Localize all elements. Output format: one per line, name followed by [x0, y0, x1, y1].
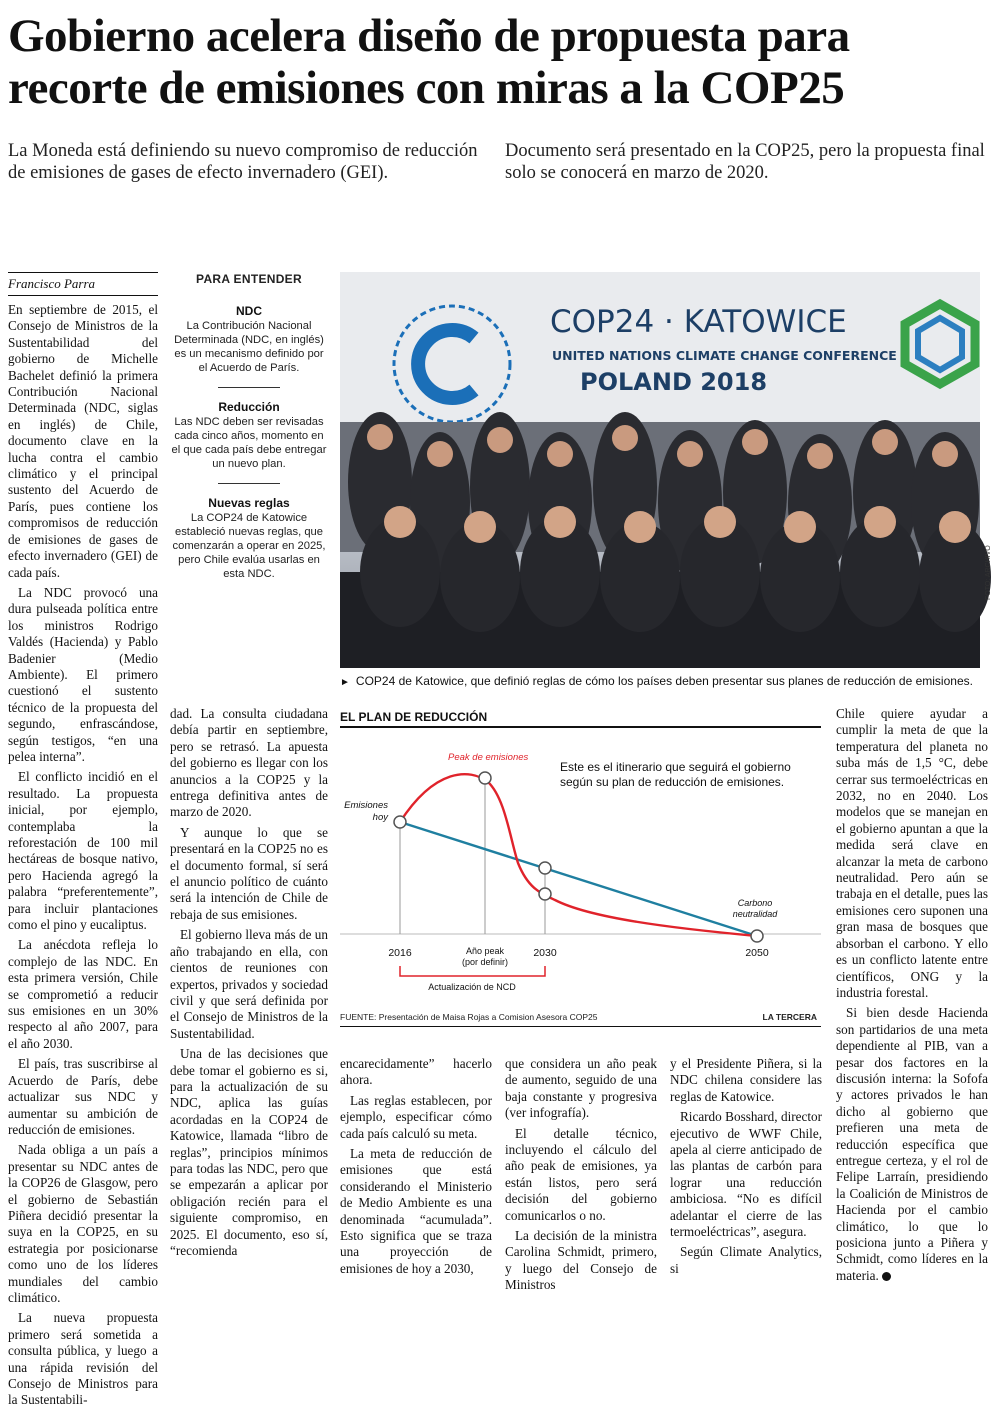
sidebar-text-nuevas-reglas: La COP24 de Katowice estableció nuevas reglas, que comenzarán a operar en 2025, pero Chile evalúa usarlas en esta NDC.: [172, 512, 326, 580]
paragraph: El detalle técnico, incluyendo el cálculo del año peak de emisiones, ya están listos, pero será decisión del gobierno comunicarlos o no.: [505, 1125, 657, 1223]
paragraph: y el Presidente Piñera, si la NDC chilena considere las reglas de Katowice.: [670, 1056, 822, 1104]
paragraph: La anécdota refleja lo complejo de las NDC. En esta primera versión, Chile se comprometió a reducir sus emisiones en un 30% respecto al año 2007, para el año 2030.: [8, 937, 158, 1051]
infographic-publisher: LA TERCERA: [762, 1012, 817, 1022]
paragraph: dad. La consulta ciudadana debía partir en septiembre, pero se retrasó. La apuesta del gobierno es llegar con los anuncios a la COP25 y la entrega definitiva antes de marzo de 2020.: [170, 706, 328, 820]
byline: Francisco Parra: [8, 272, 158, 296]
body-column-5: [670, 1056, 822, 1281]
point-emissions-today: [394, 816, 406, 828]
x-label-2016: 2016: [388, 947, 412, 959]
infographic-title: EL PLAN DE REDUCCIÓN: [340, 710, 488, 724]
point-neutrality: [751, 930, 763, 942]
neutrality-label-1: Carbono: [737, 898, 773, 908]
para-entender-sidebar: [170, 272, 328, 581]
x-label-peak-2: (por definir): [461, 957, 509, 967]
x-label-2030: 2030: [533, 947, 557, 959]
sidebar-title: PARA ENTENDER: [196, 272, 302, 286]
paragraph: El país, tras suscribirse al Acuerdo de París, debe actualizar sus NDC y aumentar su ambición de reducción de emisiones.: [8, 1056, 158, 1137]
sidebar-divider: [218, 483, 280, 484]
paragraph-text: Si bien desde Hacienda son partidarios de una meta dependiente al PIB, van a pesar dos factores en la discusión interna: la Sofofa y actores privados le han dicho al gobierno que prefieren una meta de reducción específica que entregue certeza, y el rol de Felipe Larraín, presidiendo la Coalición de Ministros de Hacienda por el cambio climático, lo que lo posiciona junto a Piñera y Schmidt, como líderes en la materia.: [836, 1005, 988, 1283]
caption-arrow-icon: ►: [340, 677, 350, 688]
paragraph: Ricardo Bosshard, director ejecutivo de WWF Chile, apela al cierre anticipado de las plantas de carbón para lograr una reducción ambiciosa. “No es difícil adelantar el cierre de las termoeléctricas”, asegura.: [670, 1109, 822, 1240]
paragraph: La NDC provocó una dura pulseada política entre los ministros Rodrigo Valdés (Hacienda) y Pablo Badenier (Medio Ambiente). El primero cuestionó el sustento técnico de la propuesta del segundo, enfrascándose, según testigos, “en una pelea interna”.: [8, 584, 158, 764]
paragraph: Nada obliga a un país a presentar su NDC antes de la COP26 de Glasgow, pero el gobierno de Sebastián Piñera decidió presentar la suya en la COP25, en su estrategia por posicionarse como uno de los líderes mundiales del cambio climático.: [8, 1142, 158, 1305]
paragraph: [836, 1005, 988, 1284]
paragraph: La meta de reducción de emisiones que está considerando el Ministerio de Medio Ambiente es una denominada “acumulada”. Esto significa que se traza una proyección de emisiones de hoy a 2030,: [340, 1146, 492, 1276]
paragraph: Una de las decisiones que debe tomar el gobierno es si, para la actualización de su NDC, aplica las guías acordadas en la COP24 de Katowice, llamada “libro de reglas”, principios mínimos para todas las NDC, pero que se empezarán a aplicar por obligación recién para el siguiente compromiso, en 2025. El documento, eso sí, “recomienda: [170, 1046, 328, 1258]
paragraph: que considera un año peak de aumento, seguido de una baja constante y progresiva (ver infografía).: [505, 1056, 657, 1121]
point-2030-linear: [539, 862, 551, 874]
sidebar-divider: [218, 387, 280, 388]
banner-line-2: UNITED NATIONS CLIMATE CHANGE CONFERENCE: [552, 348, 897, 363]
end-of-article-icon: [882, 1272, 891, 1281]
infographic-bottom-rule: [340, 1026, 821, 1027]
point-2030-peak: [539, 888, 551, 900]
body-column-4: [505, 1056, 657, 1298]
paragraph: encarecidamente” hacerlo ahora.: [340, 1056, 492, 1088]
neutrality-label-2: neutralidad: [732, 909, 778, 919]
headline: [8, 10, 993, 114]
body-column-2: [170, 706, 328, 1263]
caption-text: COP24 de Katowice, que definió reglas de cómo los países deben presentar sus planes de reducción de emisiones.: [355, 674, 973, 688]
sidebar-text-ndc: La Contribución Nacional Determinada (NDC, en inglés) es un mecanismo definido por el Acuerdo de París.: [174, 320, 324, 374]
deck-right: Documento será presentado en la COP25, pero la propuesta final solo se conocerá en marzo de 2020.: [505, 141, 985, 183]
photo-credit: FOTO: ARCHIVO: [985, 545, 992, 600]
sidebar-text-reduccion: Las NDC deben ser revisadas cada cinco años, momento en el que cada país debe entregar un nuevo plan.: [171, 416, 327, 470]
body-column-3: [340, 1056, 492, 1281]
paragraph: Las reglas establecen, por ejemplo, especificar cómo cada país calculó su meta.: [340, 1092, 492, 1141]
headline-line-2: recorte de emisiones con miras a la COP25: [8, 62, 845, 114]
peak-label: Peak de emisiones: [448, 752, 529, 763]
sidebar-head-ndc: NDC: [236, 304, 262, 318]
paragraph: En septiembre de 2015, el Consejo de Ministros de la Sustentabilidad del gobierno de Michelle Bachelet definió la primera Contribución Nacional Determinada (NDC, siglas en inglés) de Chile, documento clave en la lucha contra el cambio climático y el principal sustento del Acuerdo de París, pues contiene los compromisos de reducción de emisiones de gases de efecto invernadero (GEI) de cada país.: [8, 302, 158, 580]
banner-line-1: COP24 · KATOWICE: [550, 304, 847, 340]
infographic-source: FUENTE: Presentación de Maisa Rojas a Comision Asesora COP25: [340, 1012, 598, 1022]
point-peak: [479, 772, 491, 784]
sidebar-head-reduccion: Reducción: [218, 400, 280, 414]
deck-left: La Moneda está definiendo su nuevo compromiso de reducción de emisiones de gases de efecto invernadero (GEI).: [8, 141, 478, 183]
banner-line-3: POLAND 2018: [580, 368, 768, 396]
paragraph: El conflicto incidió en el resultado. La propuesta inicial, por ejemplo, contemplaba la reforestación de 100 mil hectáreas de bosque nativo, pero Hacienda agregó la palabra “preferentemente”, para incluir plantaciones como el pino y eucaliptus.: [8, 769, 158, 933]
x-label-2050: 2050: [745, 947, 769, 959]
headline-line-1: Gobierno acelera diseño de propuesta para: [8, 10, 850, 62]
today-label-2: hoy: [372, 812, 388, 823]
paragraph: La nueva propuesta primero será sometida a consulta pública, y luego a una rápida revisión del Consejo de Ministros para la Sustentabili-: [8, 1310, 158, 1408]
body-column-6: [836, 706, 988, 1288]
cop24-photo-illustration: [340, 272, 980, 668]
ndc-update-label: Actualización de NCD: [428, 982, 516, 992]
sidebar-head-nuevas-reglas: Nuevas reglas: [208, 496, 290, 510]
body-column-1: [8, 302, 158, 1413]
infographic-note: Este es el itinerario que seguirá el gobierno según su plan de reducción de emisiones.: [560, 760, 791, 789]
cop24-photo: [340, 272, 980, 668]
today-label-1: Emisiones: [344, 800, 388, 811]
reduction-plan-infographic: [340, 706, 821, 1051]
x-label-peak-1: Año peak: [465, 946, 505, 956]
paragraph: El gobierno lleva más de un año trabajando en ella, con cientos de reuniones con expertos, privados y sociedad civil y que será definida por el Consejo de Ministros de la Sustentabilidad.: [170, 927, 328, 1041]
paragraph: Chile quiere ayudar a cumplir la meta de que la temperatura del planeta no suba más de 1,5 °C, debe cerrar sus termoeléctricas en 2032, no en 2040. Los modelos que se manejan en el gobierno apuntan a que la medida será clave en alcanzar la meta de carbono neutralidad. Pero aún se trabaja en el detalle, pues las emisiones cero suponen una gran masa de bosques que absorban el carbono. Y ello es un conflicto latente entre científicos, ONG y la industria forestal.: [836, 706, 988, 1000]
photo-caption: [340, 674, 990, 688]
paragraph: Según Climate Analytics, si: [670, 1244, 822, 1276]
paragraph: Y aunque lo que se presentará en la COP25 no es el documento formal, sí será el anuncio político de cuánto será la intención de Chile de rebaja de sus emisiones.: [170, 824, 328, 922]
paragraph: La decisión de la ministra Carolina Schmidt, primero, y luego del Consejo de Ministros: [505, 1228, 657, 1293]
